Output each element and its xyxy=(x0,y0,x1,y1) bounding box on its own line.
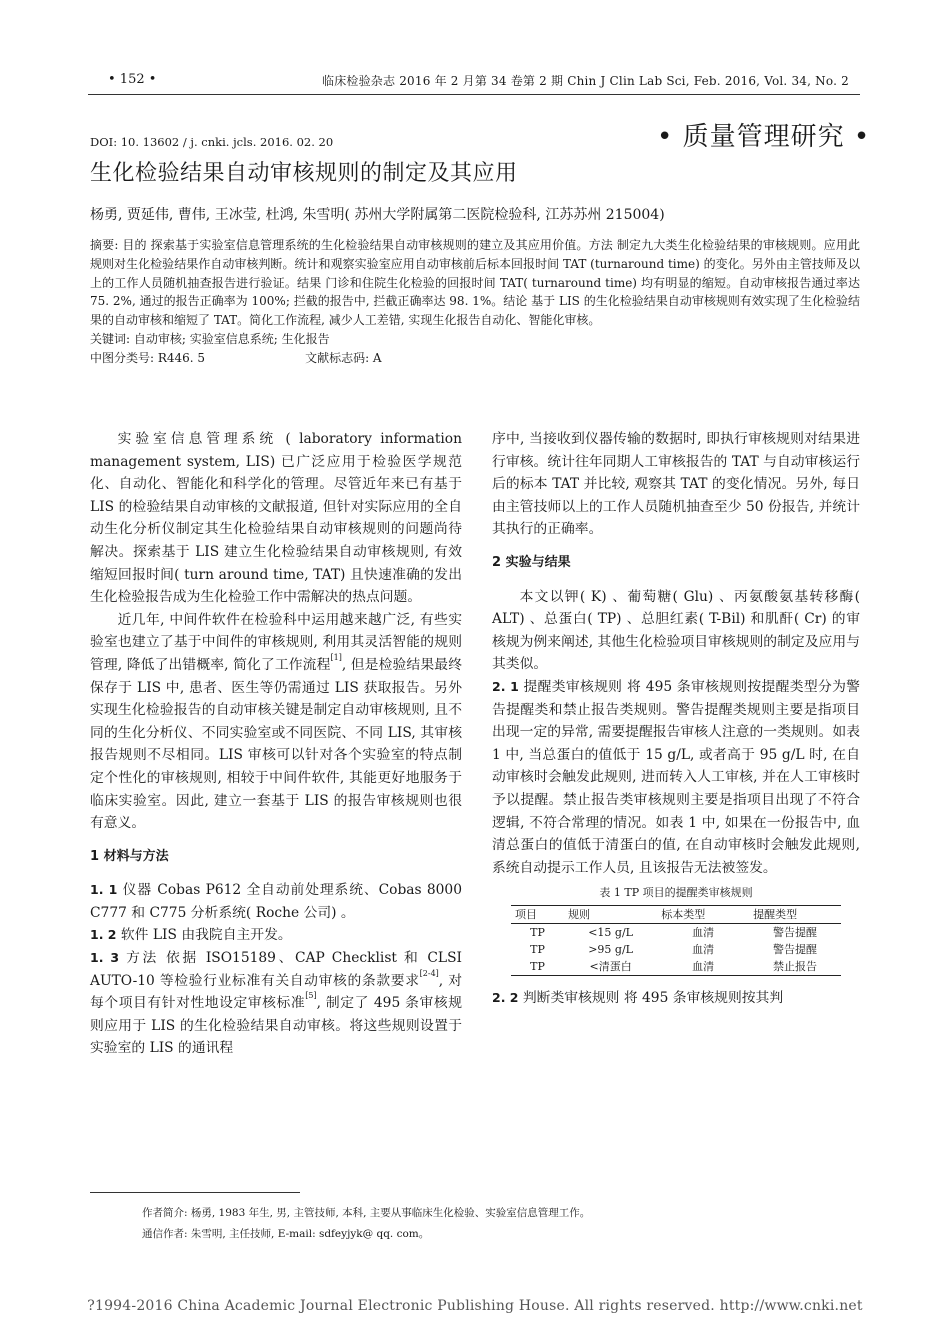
table-cell: TP xyxy=(530,943,545,957)
subsection-text: , 制定了 495 条审核规则应用于 LIS 的生化检验结果自动审核。将这些规则设置于实验室的 LIS 的通讯程 xyxy=(90,995,462,1057)
table-header: 项目 xyxy=(511,906,564,924)
header-rule xyxy=(88,94,860,95)
intro-paragraph-1: 实验室信息管理系统 ( laboratory information management system, LIS) 已广泛应用于检验医学规范化、自动化、智能化和科学化的管理。尽管近年来已有基于 LIS 的检验结果自动审核的文献报道, 但针对实际应用的全自动生化分析仪制定其生化检验结果自动审核规则的问题尚待解决。探索基于 LIS 建立生化检验结果自动审核规则, 有效缩短回报时间( turn around time, TAT) 且快速准确的发出生化检验报告成为生化检验工作中需解决的热点问题。 xyxy=(90,431,462,606)
subsection-1-1 xyxy=(90,879,462,924)
intro-p2-part-a: 近几年, 中间件软件在检验科中运用越来越广泛, 有些实验室也建立了基于中间件的审核规则, 利用其灵活智能的规则管理, 降低了出错概率, 简化了工作流程 xyxy=(90,611,462,673)
subsection-label: 2. 2 xyxy=(492,990,519,1006)
footnote-correspondence: 通信作者: 朱雪明, 主任技师, E-mail: sdfeyjyk@ qq. com。 xyxy=(142,1228,430,1240)
table-cell: TP xyxy=(511,958,564,976)
classification-line xyxy=(90,349,860,368)
table-row xyxy=(511,924,841,942)
table-cell: 血清 xyxy=(692,943,715,957)
table-caption: 表 1 TP 项目的提醒类审核规则 xyxy=(599,886,753,900)
journal-header: 临床检验杂志 2016 年 2 月第 34 卷第 2 期 Chin J Clin Lab Sci, Feb. 2016, Vol. 34, No. 2 xyxy=(322,74,849,88)
subsection-label: 1. 2 xyxy=(90,927,117,943)
footnote-rule xyxy=(90,1192,300,1193)
table-header: 规则 xyxy=(564,906,657,924)
abstract-block xyxy=(90,236,860,368)
subsection-label: 1. 1 xyxy=(90,882,118,898)
article-title: 生化检验结果自动审核规则的制定及其应用 xyxy=(90,161,518,186)
subsection-2-2 xyxy=(492,987,860,1010)
table-cell: 血清 xyxy=(657,958,749,976)
table-row xyxy=(511,941,841,958)
left-column xyxy=(90,428,462,1060)
classification: 中图分类号: R446. 5 xyxy=(90,350,206,365)
doi: DOI: 10. 13602 / j. cnki. jcls. 2016. 02. 20 xyxy=(90,135,334,149)
keywords: 关键词: 自动审核; 实验室信息系统; 生化报告 xyxy=(90,331,330,346)
footnote-author-info: 作者简介: 杨勇, 1983 年生, 男, 主管技师, 本科, 主要从事临床生化检验、实验室信息管理工作。 xyxy=(142,1207,591,1219)
subsection-text: 判断类审核规则 将 495 条审核规则按其判 xyxy=(518,990,784,1007)
subsection-text: 仪器 Cobas P612 全自动前处理系统、Cobas 8000 C777 和 C775 分析系统( Roche 公司) 。 xyxy=(90,882,462,921)
table-cell: TP xyxy=(530,926,545,940)
table-cell: >95 g/L xyxy=(588,943,633,957)
right-column xyxy=(492,428,860,1010)
table-header-row xyxy=(511,906,841,924)
table-row xyxy=(511,958,841,976)
intro-paragraph-2 xyxy=(90,609,462,835)
table-cell: 警告提醒 xyxy=(773,926,818,940)
citation: [5] xyxy=(305,991,317,1001)
table-cell: <15 g/L xyxy=(588,926,633,940)
section-tag: • 质量管理研究 • xyxy=(657,122,871,152)
authors: 杨勇, 贾延伟, 曹伟, 王冰莹, 杜鸿, 朱雪明( 苏州大学附属第二医院检验科, 江苏苏州 215004) xyxy=(90,207,665,223)
subsection-label: 1. 3 xyxy=(90,950,120,966)
section-1-heading: 1 材料与方法 xyxy=(90,848,169,864)
subsection-label: 2. 1 xyxy=(492,678,519,694)
subsection-text: 提醒类审核规则 将 495 条审核规则按提醒类型分为警告提醒类和禁止报告类规则。警告提醒类规则主要是指项目出现一定的异常, 需要提醒报告审核人注意的一类规则。如表 1 中, 当总蛋白的值低于 15 g/L, 或者高于 95 g/L 时, 在自动审核时会触发此规则, 进而转入人工审核, 并在人工审核时予以提醒。禁止报告类审核规则主要是指项目出现了不符合逻辑, 不符合常理的情况。如表 1 中, 如果在一份报告中, 血清总蛋白的值低于清蛋白的值, 在自动审核时会触发此规则, 系统自动提示工作人员, 且该报告无法被签发。 xyxy=(492,678,860,876)
subsection-2-1 xyxy=(492,676,860,879)
table-header: 提醒类型 xyxy=(749,906,841,924)
table-header: 标本类型 xyxy=(657,906,749,924)
citation: [2-4] xyxy=(419,968,439,978)
copyright-footer: ?1994-2016 China Academic Journal Electronic Publishing House. All rights reserved. http://www.cnki.net xyxy=(87,1298,863,1314)
methods-continued: 序中, 当接收到仪器传输的数据时, 即执行审核规则对结果进行审核。统计往年同期人工审核报告的 TAT 与自动审核运行后的标本 TAT 并比较, 观察其 TAT 的变化情况。另外, 每日由主管技师以上的工作人员随机抽查至少 50 份报告, 并统计其执行的正确率。 xyxy=(492,431,860,538)
rules-table xyxy=(511,905,841,976)
subsection-text: 方法 依据 ISO15189、CAP Checklist 和 CLSI AUTO-10 等检验行业标准有关自动审核的条款要求 xyxy=(90,950,463,989)
results-intro: 本文以钾( K) 、葡萄糖( Glu) 、丙氨酸氨基转移酶( ALT) 、总蛋白( TP) 、总胆红素( T-Bil) 和肌酐( Cr) 的审核规为例来阐述, 其他生化检验项目审核规则的制定及应用与其类似。 xyxy=(492,588,860,673)
subsection-1-3 xyxy=(90,947,462,1060)
citation: [1] xyxy=(330,652,342,662)
doc-code: 文献标志码: A xyxy=(305,350,382,365)
table-cell: 禁止报告 xyxy=(749,958,841,976)
section-2-heading: 2 实验与结果 xyxy=(492,554,571,570)
intro-p2-part-b: , 但是检验结果最终保存于 LIS 中, 患者、医生等仍需通过 LIS 获取报告。另外实现生化检验报告的自动审核关键是制定自动审核规则, 且不同的生化分析仪、不同实验室或不同医院、不同 LIS, 其审核报告规则不尽相同。LIS 审核可以针对各个实验室的特点制定个性化的审核规则, 相较于中间件软件, 其能更好地服务于临床实验室。因此, 建立一套基于 LIS 的报告审核规则也很有意义。 xyxy=(90,656,462,832)
abstract-text: 摘要: 目的 探索基于实验室信息管理系统的生化检验结果自动审核规则的建立及其应用价值。方法 制定九大类生化检验结果的审核规则。应用此规则对生化检验结果作自动审核判断。统计和观察实验室应用自动审核前后标本回报时间 TAT (turnaround time) 的变化。另外由主管技师及以上的工作人员随机抽查报告进行验证。结果 门诊和住院生化检验的回报时间 TAT( turnaround time) 均有明显的缩短。自动审核报告通过率达 75. 2%, 通过的报告正确率为 100%; 拦截的报告中, 拦截正确率达 98. 1%。结论 基于 LIS 的生化检验结果自动审核规则有效实现了生化检验结果的自动审核和缩短了 TAT。简化工作流程, 减少人工差错, 实现生化报告自动化、智能化审核。 xyxy=(90,238,860,328)
page-number: • 152 • xyxy=(108,72,157,87)
subsection-text: 软件 LIS 由我院自主开发。 xyxy=(116,927,292,944)
table-cell: 血清 xyxy=(692,926,715,940)
subsection-1-2 xyxy=(90,924,462,947)
table-cell: 警告提醒 xyxy=(773,943,818,957)
table-cell: <清蛋白 xyxy=(564,958,657,976)
subsection-text: , 对每个项目有针对性地设定审核标准 xyxy=(90,972,462,1012)
